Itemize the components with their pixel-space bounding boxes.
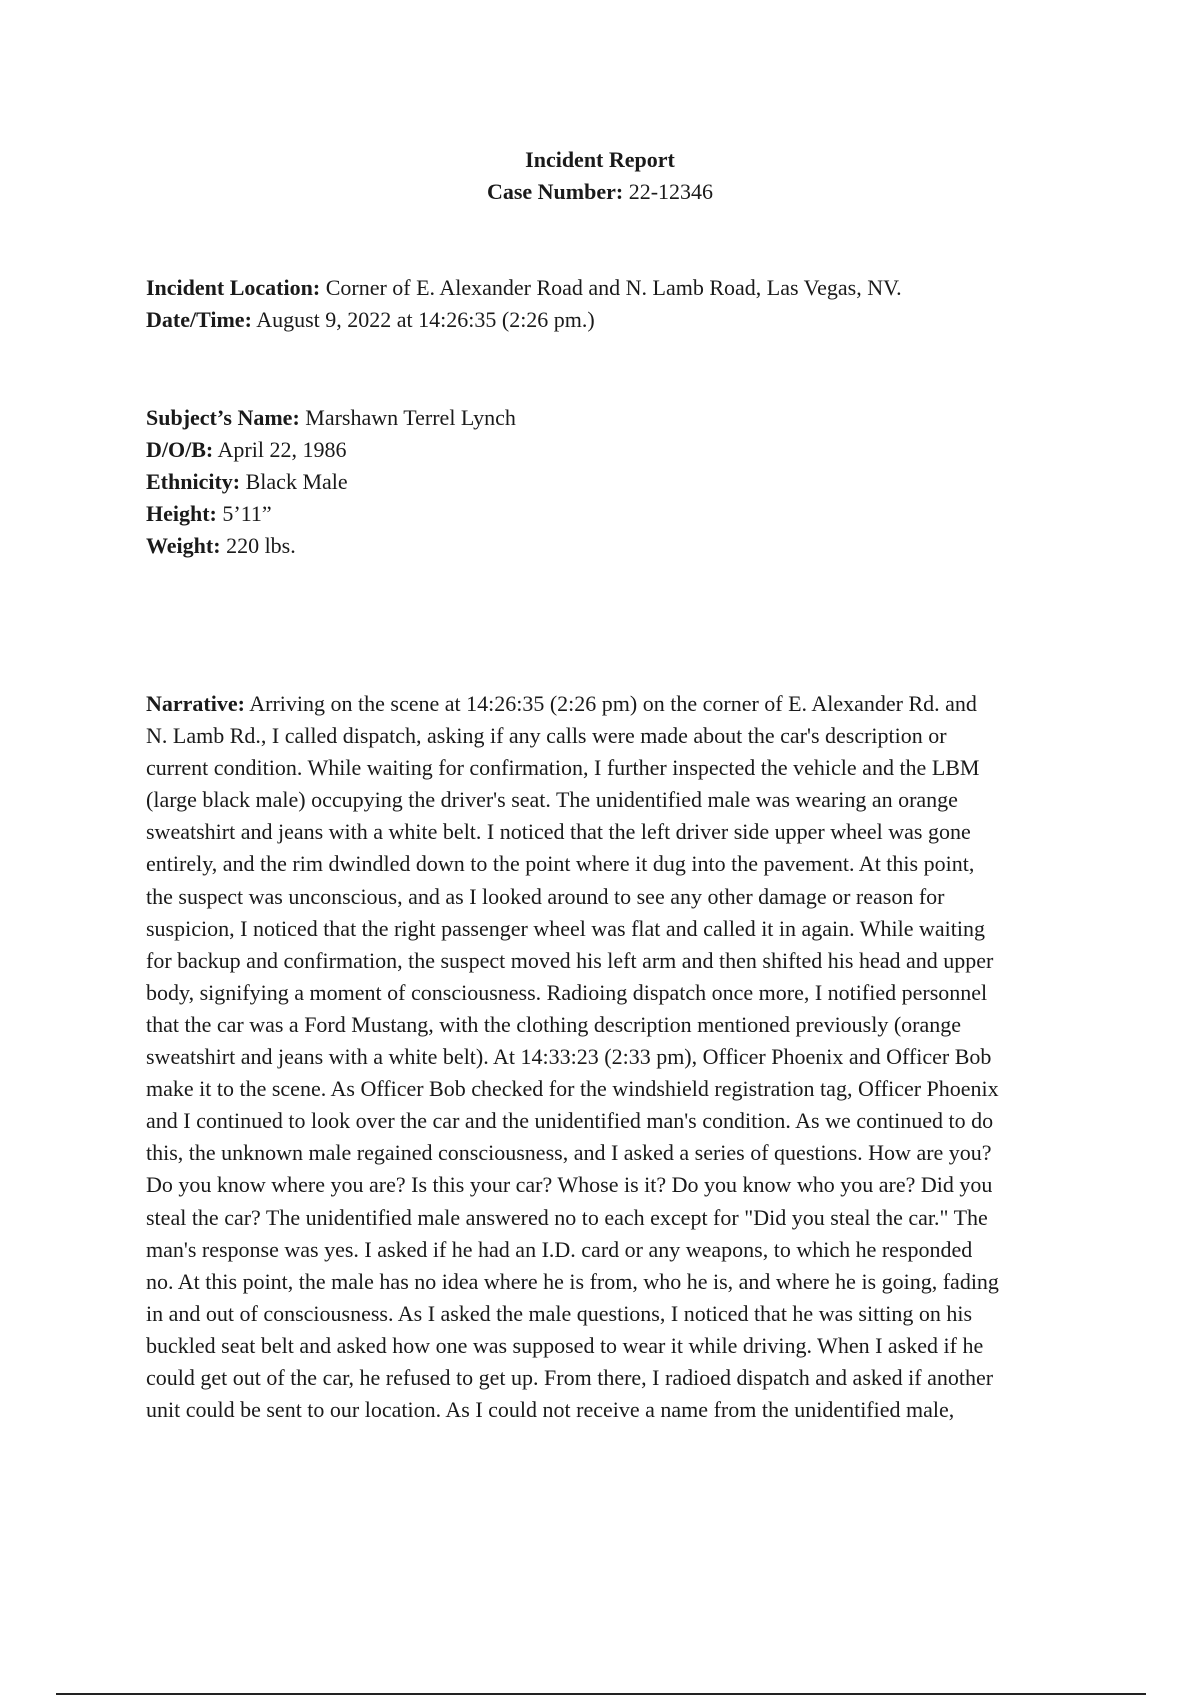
narrative-line: buckled seat belt and asked how one was supposed to wear it while driving. When I asked if he [146,1332,984,1358]
subject-name-label: Subject’s Name: [146,405,300,430]
ethnicity-label: Ethnicity: [146,469,241,494]
narrative-line: man's response was yes. I asked if he had an I.D. card or any weapons, to which he responded [146,1236,973,1262]
subject-details [146,402,1086,562]
narrative-line: Do you know where you are? Is this your car? Whose is it? Do you know who you are? Did you [146,1172,993,1198]
height-label: Height: [146,501,217,526]
narrative-line: and I continued to look over the car and the unidentified man's condition. As we continued to do [146,1108,994,1134]
height-line [146,498,1086,530]
narrative-line: this, the unknown male regained consciousness, and I asked a series of questions. How are you? [146,1140,992,1166]
datetime-value: August 9, 2022 at 14:26:35 (2:26 pm.) [256,307,595,332]
subject-name-line [146,402,1086,434]
narrative-line: the suspect was unconscious, and as I looked around to see any other damage or reason for [146,883,945,909]
narrative-line [146,688,1086,720]
weight-label: Weight: [146,533,221,558]
narrative-line: unit could be sent to our location. As I could not receive a name from the unidentified male, [146,1397,955,1423]
narrative-line: in and out of consciousness. As I asked the male questions, I noticed that he was sitting on his [146,1300,973,1326]
narrative-line: body, signifying a moment of consciousness. Radioing dispatch once more, I notified personnel [146,979,988,1005]
narrative-line: N. Lamb Rd., I called dispatch, asking if any calls were made about the car's description or [146,723,947,749]
ethnicity-line [146,466,1086,498]
narrative-line: make it to the scene. As Officer Bob checked for the windshield registration tag, Officer Phoenix [146,1076,999,1102]
subject-name-value: Marshawn Terrel Lynch [305,405,516,430]
datetime-line [146,304,1086,336]
weight-line [146,530,1086,562]
narrative-line: sweatshirt and jeans with a white belt). At 14:33:23 (2:33 pm), Officer Phoenix and Officer Bob [146,1044,992,1070]
dob-label: D/O/B: [146,437,214,462]
incident-location-value: Corner of E. Alexander Road and N. Lamb Road, Las Vegas, NV. [325,275,902,300]
case-number-line [0,176,1200,208]
report-title: Incident Report [525,147,675,172]
report-header [0,144,1200,208]
incident-details [146,272,1086,336]
page-bottom-rule [56,1693,1146,1695]
case-number-label: Case Number: [486,179,624,204]
narrative-line: no. At this point, the male has no idea where he is from, who he is, and where he is going, fading [146,1268,999,1294]
narrative-line: could get out of the car, he refused to get up. From there, I radioed dispatch and asked if another [146,1364,994,1390]
narrative-line: entirely, and the rim dwindled down to the point where it dug into the pavement. At this point, [146,851,975,877]
narrative-line: that the car was a Ford Mustang, with the clothing description mentioned previously (orange [146,1011,962,1037]
narrative-line: steal the car? The unidentified male answered no to each except for "Did you steal the car." The [146,1204,988,1230]
narrative-section [146,688,1086,1426]
weight-value: 220 lbs. [226,533,296,558]
narrative-line: for backup and confirmation, the suspect moved his left arm and then shifted his head and upper [146,947,994,973]
narrative-text: Arriving on the scene at 14:26:35 (2:26 pm) on the corner of E. Alexander Rd. and [249,691,977,716]
ethnicity-value: Black Male [245,469,348,494]
narrative-label: Narrative: [146,691,245,716]
height-value: 5’11” [222,501,272,526]
narrative-line: current condition. While waiting for confirmation, I further inspected the vehicle and the LBM [146,755,980,781]
dob-line [146,434,1086,466]
dob-value: April 22, 1986 [217,437,347,462]
narrative-line: (large black male) occupying the driver's seat. The unidentified male was wearing an orange [146,787,958,813]
narrative-line: suspicion, I noticed that the right passenger wheel was flat and called it in again. While waiting [146,915,986,941]
case-number-value: 22-12346 [628,179,714,204]
incident-location-line [146,272,1086,304]
incident-location-label: Incident Location: [146,275,321,300]
datetime-label: Date/Time: [146,307,252,332]
narrative-line: sweatshirt and jeans with a white belt. I noticed that the left driver side upper wheel was gone [146,819,971,845]
